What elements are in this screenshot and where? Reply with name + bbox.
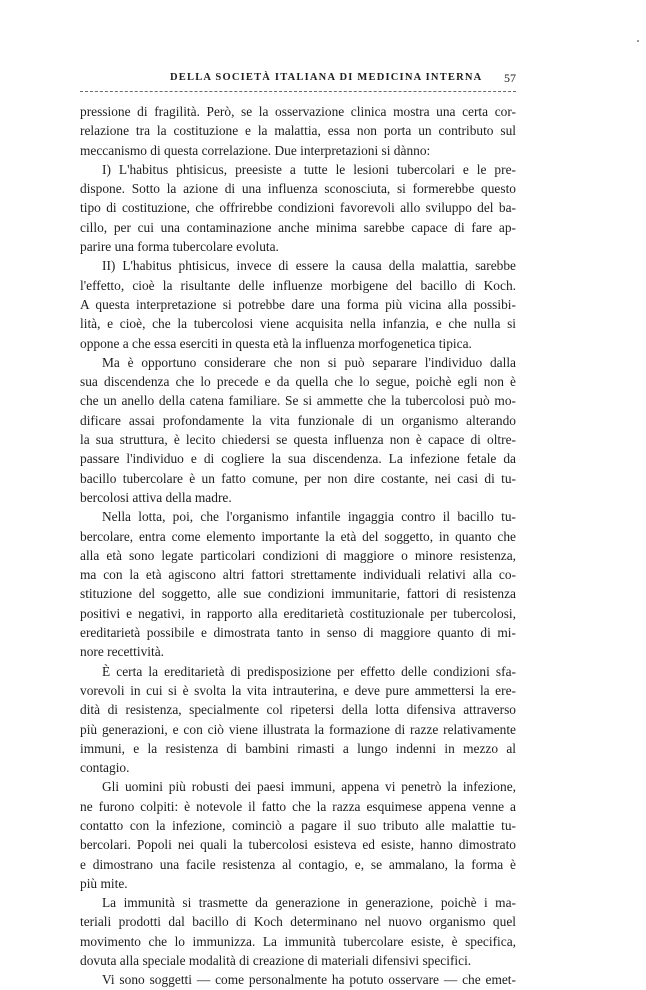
text-line: È certa la ereditarietà di predisposizione per effetto delle condizioni sfa-	[102, 663, 516, 679]
text-line: più generazioni, e con ciò viene illustrata la formazione di razze relativamente	[80, 721, 516, 737]
text-line: bercolosi attiva della madre.	[80, 489, 232, 505]
text-line: Ma è opportuno considerare che non si può separare l'individuo dalla	[102, 354, 516, 370]
text-line: Vi sono soggetti — come personalmente ha potuto osservare — che emet-	[102, 972, 516, 988]
body-text	[80, 102, 516, 990]
text-line: Gli uomini più robusti dei paesi immuni, appena vi penetrò la infezione,	[102, 779, 516, 795]
text-line: sua discendenza che lo precede e da quella che lo segue, poichè egli non è	[80, 374, 516, 390]
text-line: ne furono colpiti: è notevole il fatto che la razza esquimese appena venne a	[80, 798, 516, 814]
text-line: dità di resistenza, specialmente col ripetersi della lotta difensiva attraverso	[80, 702, 516, 718]
text-line: positivi e negativi, in rapporto alla ereditarietà costituzionale per tubercolosi,	[80, 605, 516, 621]
text-line: ereditarietà possibile e dimostrata tanto in senso di maggiore quanto di mi-	[80, 625, 516, 641]
text-line: cillo, per cui una contaminazione anche minima sarebbe capace di fare ap-	[80, 219, 516, 235]
text-line: dificare assai profondamente la vita funzionale di un organismo alterando	[80, 412, 516, 428]
text-line: lità, e cioè, che la tubercolosi viene acquisita nella infanzia, e che nulla si	[80, 316, 516, 332]
page-number: 57	[504, 71, 516, 85]
text-line: stituzione del soggetto, alle sue condizioni immunitarie, fattori di resistenza	[80, 586, 516, 602]
text-line: dispone. Sotto la azione di una influenza sconosciuta, si formerebbe questo	[80, 181, 516, 197]
page-header	[80, 70, 516, 88]
text-line: più mite.	[80, 875, 128, 891]
text-line: immuni, e la resistenza di bambini rimasti a lungo indenni in mezzo al	[80, 740, 516, 756]
text-line: meccanismo di questa correlazione. Due interpretazioni si dànno:	[80, 142, 431, 158]
text-line: passare l'individuo e di cogliere la sua discendenza. La infezione fetale da	[80, 451, 516, 467]
text-line: nore recettività.	[80, 644, 165, 660]
text-line: movimento che lo immunizza. La immunità tubercolare esiste, è specifica,	[80, 933, 516, 949]
text-line: A questa interpretazione si potrebbe dare una forma più vicina alla possibi-	[80, 296, 516, 312]
margin-speck	[637, 40, 639, 42]
text-line: alla età sono legate particolari condizioni di maggiore o minore resistenza,	[80, 547, 516, 563]
text-line: I) L'habitus phtisicus, preesiste a tutte le lesioni tubercolari e le pre-	[102, 161, 516, 177]
text-line: Nella lotta, poi, che l'organismo infantile ingaggia contro il bacillo tu-	[102, 509, 516, 525]
text-line: contatto con la infezione, cominciò a pagare il suo tributo alle malattie tu-	[80, 817, 516, 833]
text-line: II) L'habitus phtisicus, invece di essere la causa della malattia, sarebbe	[102, 258, 516, 274]
text-line: bercolare, entra come elemento importante la età del soggetto, in quanto che	[80, 528, 516, 544]
text-line: la sua struttura, è lecito chiedersi se questa influenza non è capace di oltre-	[80, 432, 516, 448]
text-line: l'effetto, cioè la risultante delle influenze morbigene del bacillo di Koch.	[80, 277, 516, 293]
text-line: vorevoli in cui si è svolta la vita intrauterina, e deve pure ammettersi la ere-	[80, 682, 516, 698]
text-line: relazione tra la costituzione e la malattia, essa non porta un contributo sul	[80, 123, 516, 139]
text-line: e dimostrano una facile resistenza al contagio, e, se ammalano, la forma è	[80, 856, 516, 872]
text-line: oppone a che essa eserciti in questa età la influenza morfogenetica tipica.	[80, 335, 472, 351]
text-line: ma con la età agiscono altri fattori strettamente individuali relativi alla co-	[80, 567, 516, 583]
text-line: La immunità si trasmette da generazione in generazione, poichè i ma-	[102, 895, 516, 911]
text-line: bercolari. Popoli nei quali la tubercolosi esisteva ed esiste, hanno dimostrato	[80, 837, 516, 853]
header-rule	[80, 91, 516, 92]
text-line: contagio.	[80, 760, 130, 776]
text-line: che un anello della catena familiare. Se si ammette che la tubercolosi può mo-	[80, 393, 516, 409]
running-title: DELLA SOCIETÀ ITALIANA DI MEDICINA INTERNA	[170, 72, 483, 83]
text-line: dovuta alla speciale modalità di creazione di materiali difensivi specifici.	[80, 953, 472, 969]
text-line: parire una forma tubercolare evoluta.	[80, 239, 279, 255]
text-line: tipo di costituzione, che offrirebbe condizioni favorevoli allo sviluppo del ba-	[80, 200, 516, 216]
text-line: pressione di fragilità. Però, se la osservazione clinica mostra una certa cor-	[80, 104, 516, 119]
text-line: bacillo tubercolare è un fatto comune, per non dire costante, nei casi di tu-	[80, 470, 516, 486]
text-line: teriali prodotti dal bacillo di Koch determinano nel nuovo organismo quel	[80, 914, 516, 930]
